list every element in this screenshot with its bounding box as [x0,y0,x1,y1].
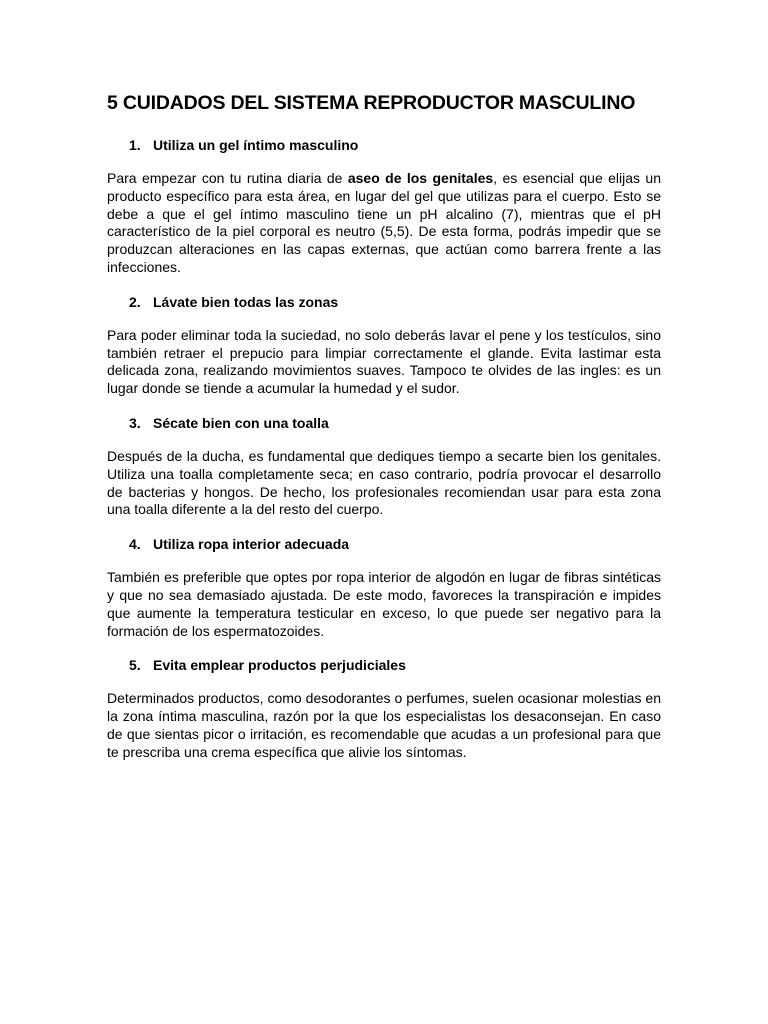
section-2 [107,293,661,398]
section-heading [107,535,661,553]
section-1 [107,136,661,277]
section-paragraph: Determinados productos, como desodorantes o perfumes, suelen ocasionar molestias en la zona íntima masculina, razón por la que los especialistas los desaconsejan. En caso de que sientas picor o irritación, es recomendable que acudas a un profesional para que te prescriba una crema específica que alivie los síntomas. [107,690,661,760]
section-4 [107,535,661,640]
section-heading-text: Lávate bien todas las zonas [153,293,339,310]
document-title: 5 CUIDADOS DEL SISTEMA REPRODUCTOR MASCULINO [107,92,636,114]
section-number: 1. [129,137,141,153]
section-paragraph: También es preferible que optes por ropa interior de algodón en lugar de fibras sintéticas y que no sea demasiado ajustada. De este modo, favoreces la transpiración e impides que aumente la temperatura testicular en exceso, lo que puede ser negativo para la formación de los espermatozoides. [107,569,661,639]
section-paragraph [107,170,661,277]
section-number: 2. [129,293,141,310]
section-heading-text: Utiliza ropa interior adecuada [153,536,350,553]
section-paragraph: Para poder eliminar toda la suciedad, no solo deberás lavar el pene y los testículos, sino también retraer el prepucio para limpiar correctamente el glande. Evita lastimar esta delicada zona, realizando movimientos suaves. Tampoco te olvides de las ingles: es un lugar donde se tiende a acumular la humedad y el sudor. [107,326,661,397]
section-heading [107,136,661,154]
paragraph-text: Para empezar con tu rutina diaria de [107,170,348,186]
section-5 [107,656,661,761]
paragraph-text: , es esencial que elijas un producto específico para esta área, en lugar del gel que utilizas para el cuerpo. Esto se debe a que el gel íntimo masculino tiene un pH alcalino (7), mientras que el pH característico de la piel corporal es neutro (5,5). De esta forma, podrás impedir que se produzcan alteraciones en las capas externas, que actúan como barrera frente a las infecciones. [107,170,661,275]
section-heading [107,656,661,674]
section-heading-text: Evita emplear productos perjudiciales [153,657,406,674]
paragraph-bold-text: aseo de los genitales [347,170,494,186]
section-heading [107,293,661,311]
section-number: 4. [129,536,141,553]
section-3 [107,414,661,519]
section-heading [107,414,661,432]
section-number: 5. [129,657,141,674]
section-heading-text: Sécate bien con una toalla [153,414,329,431]
section-heading-text: Utiliza un gel íntimo masculino [153,137,359,153]
section-number: 3. [129,414,141,431]
section-paragraph: Después de la ducha, es fundamental que dediques tiempo a secarte bien los genitales. Utiliza una toalla completamente seca; en caso contrario, podría provocar el desarrollo de bacterias y hongos. De hecho, los profesionales recomiendan usar para esta zona una toalla diferente a la del resto del cuerpo. [107,447,661,518]
